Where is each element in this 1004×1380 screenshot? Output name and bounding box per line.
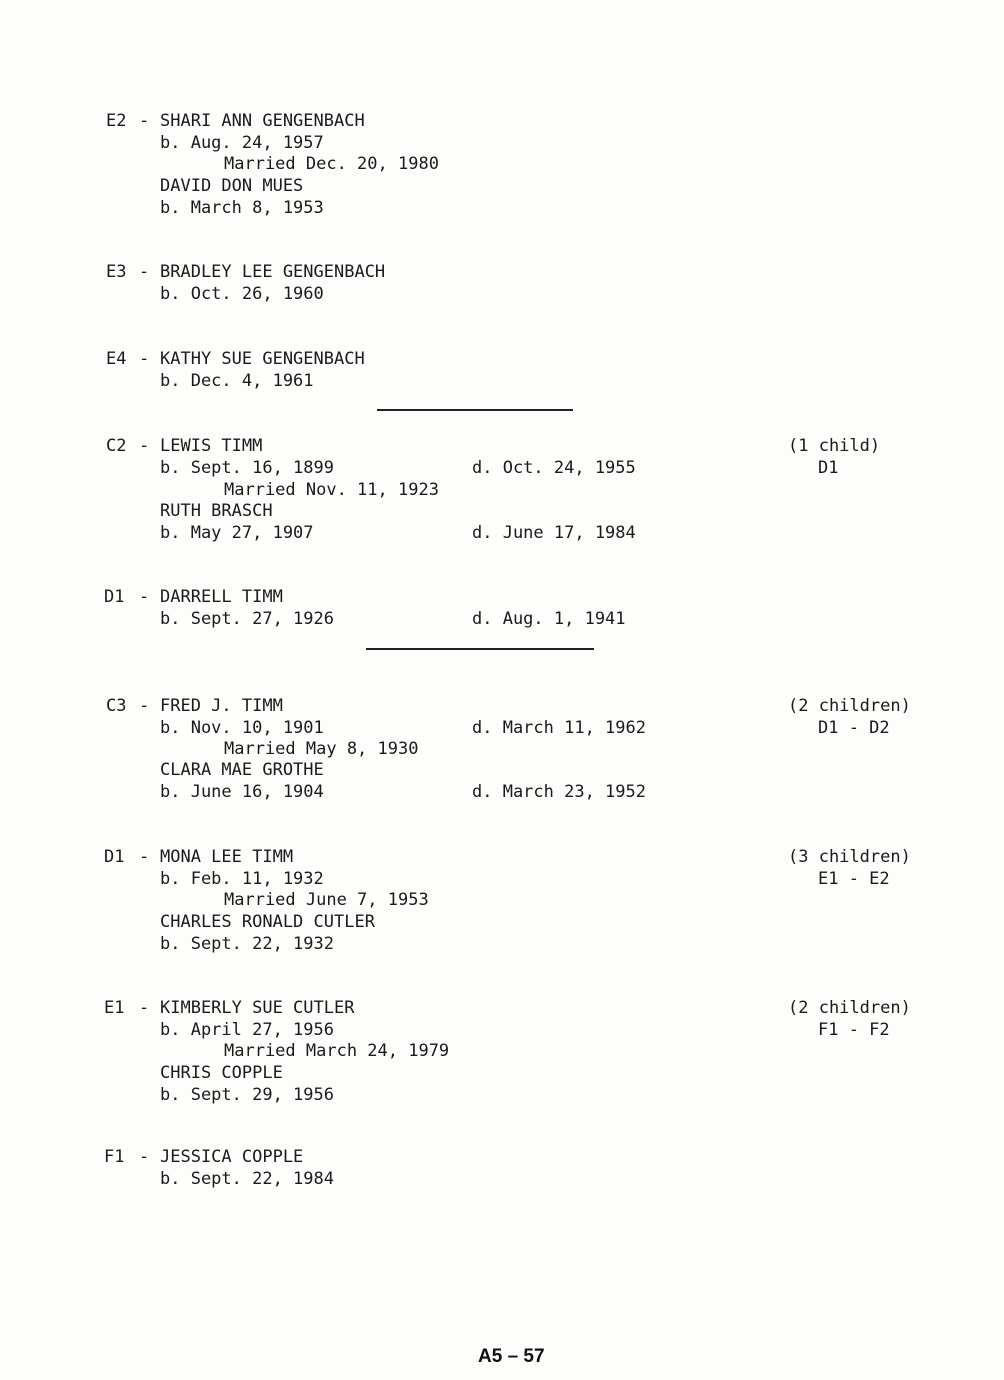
- spouse-name: CLARA MAE GROTHE: [160, 760, 324, 780]
- person-name: KIMBERLY SUE CUTLER: [160, 998, 355, 1018]
- entry-code: F1: [104, 1147, 125, 1167]
- birth-date: b. April 27, 1956: [160, 1020, 334, 1040]
- entry-code: C2: [106, 436, 127, 456]
- children-range: E1 - E2: [818, 869, 890, 889]
- entry-code: E2: [106, 111, 127, 131]
- birth-date: b. Sept. 16, 1899: [160, 458, 334, 478]
- dash: -: [139, 696, 150, 716]
- entry-code: E1: [104, 998, 125, 1018]
- spouse-death-date: d. June 17, 1984: [472, 523, 636, 543]
- spouse-birth-date: b. May 27, 1907: [160, 523, 314, 543]
- section-divider: [366, 648, 594, 650]
- birth-date: b. Dec. 4, 1961: [160, 371, 314, 391]
- children-count: (2 children): [788, 696, 911, 716]
- children-count: (1 child): [788, 436, 881, 456]
- marriage-date: Married March 24, 1979: [224, 1041, 450, 1061]
- entry-code: D1: [104, 847, 125, 867]
- dash: -: [139, 349, 150, 369]
- entry-code: E3: [106, 262, 127, 282]
- person-name: MONA LEE TIMM: [160, 847, 294, 867]
- person-name: DARRELL TIMM: [160, 587, 283, 607]
- children-range: D1: [818, 458, 839, 478]
- page-number: A5 – 57: [478, 1346, 545, 1367]
- person-name: FRED J. TIMM: [160, 696, 283, 716]
- spouse-name: CHARLES RONALD CUTLER: [160, 912, 375, 932]
- children-range: D1 - D2: [818, 718, 890, 738]
- marriage-date: Married June 7, 1953: [224, 890, 429, 910]
- death-date: d. March 11, 1962: [472, 718, 646, 738]
- dash: -: [139, 847, 150, 867]
- person-name: JESSICA COPPLE: [160, 1147, 304, 1167]
- children-range: F1 - F2: [818, 1020, 890, 1040]
- dash: -: [139, 998, 150, 1018]
- spouse-name: DAVID DON MUES: [160, 176, 304, 196]
- children-count: (2 children): [788, 998, 911, 1018]
- birth-date: b. Oct. 26, 1960: [160, 284, 324, 304]
- spouse-birth-date: b. March 8, 1953: [160, 198, 324, 218]
- spouse-birth-date: b. Sept. 29, 1956: [160, 1085, 334, 1105]
- birth-date: b. Sept. 27, 1926: [160, 609, 334, 629]
- entry-code: E4: [106, 349, 127, 369]
- death-date: d. Aug. 1, 1941: [472, 609, 626, 629]
- dash: -: [139, 262, 150, 282]
- dash: -: [139, 587, 150, 607]
- birth-date: b. Feb. 11, 1932: [160, 869, 324, 889]
- marriage-date: Married Dec. 20, 1980: [224, 154, 439, 174]
- death-date: d. Oct. 24, 1955: [472, 458, 636, 478]
- entry-code: D1: [104, 587, 125, 607]
- spouse-name: CHRIS COPPLE: [160, 1063, 283, 1083]
- birth-date: b. Nov. 10, 1901: [160, 718, 324, 738]
- person-name: BRADLEY LEE GENGENBACH: [160, 262, 386, 282]
- person-name: KATHY SUE GENGENBACH: [160, 349, 365, 369]
- section-divider: [377, 409, 573, 411]
- spouse-name: RUTH BRASCH: [160, 501, 273, 521]
- birth-date: b. Aug. 24, 1957: [160, 133, 324, 153]
- spouse-birth-date: b. Sept. 22, 1932: [160, 934, 334, 954]
- spouse-death-date: d. March 23, 1952: [472, 782, 646, 802]
- marriage-date: Married May 8, 1930: [224, 739, 419, 759]
- person-name: LEWIS TIMM: [160, 436, 263, 456]
- marriage-date: Married Nov. 11, 1923: [224, 480, 439, 500]
- spouse-birth-date: b. June 16, 1904: [160, 782, 324, 802]
- entry-code: C3: [106, 696, 127, 716]
- dash: -: [139, 436, 150, 456]
- person-name: SHARI ANN GENGENBACH: [160, 111, 365, 131]
- birth-date: b. Sept. 22, 1984: [160, 1169, 334, 1189]
- dash: -: [139, 1147, 150, 1167]
- dash: -: [139, 111, 150, 131]
- children-count: (3 children): [788, 847, 911, 867]
